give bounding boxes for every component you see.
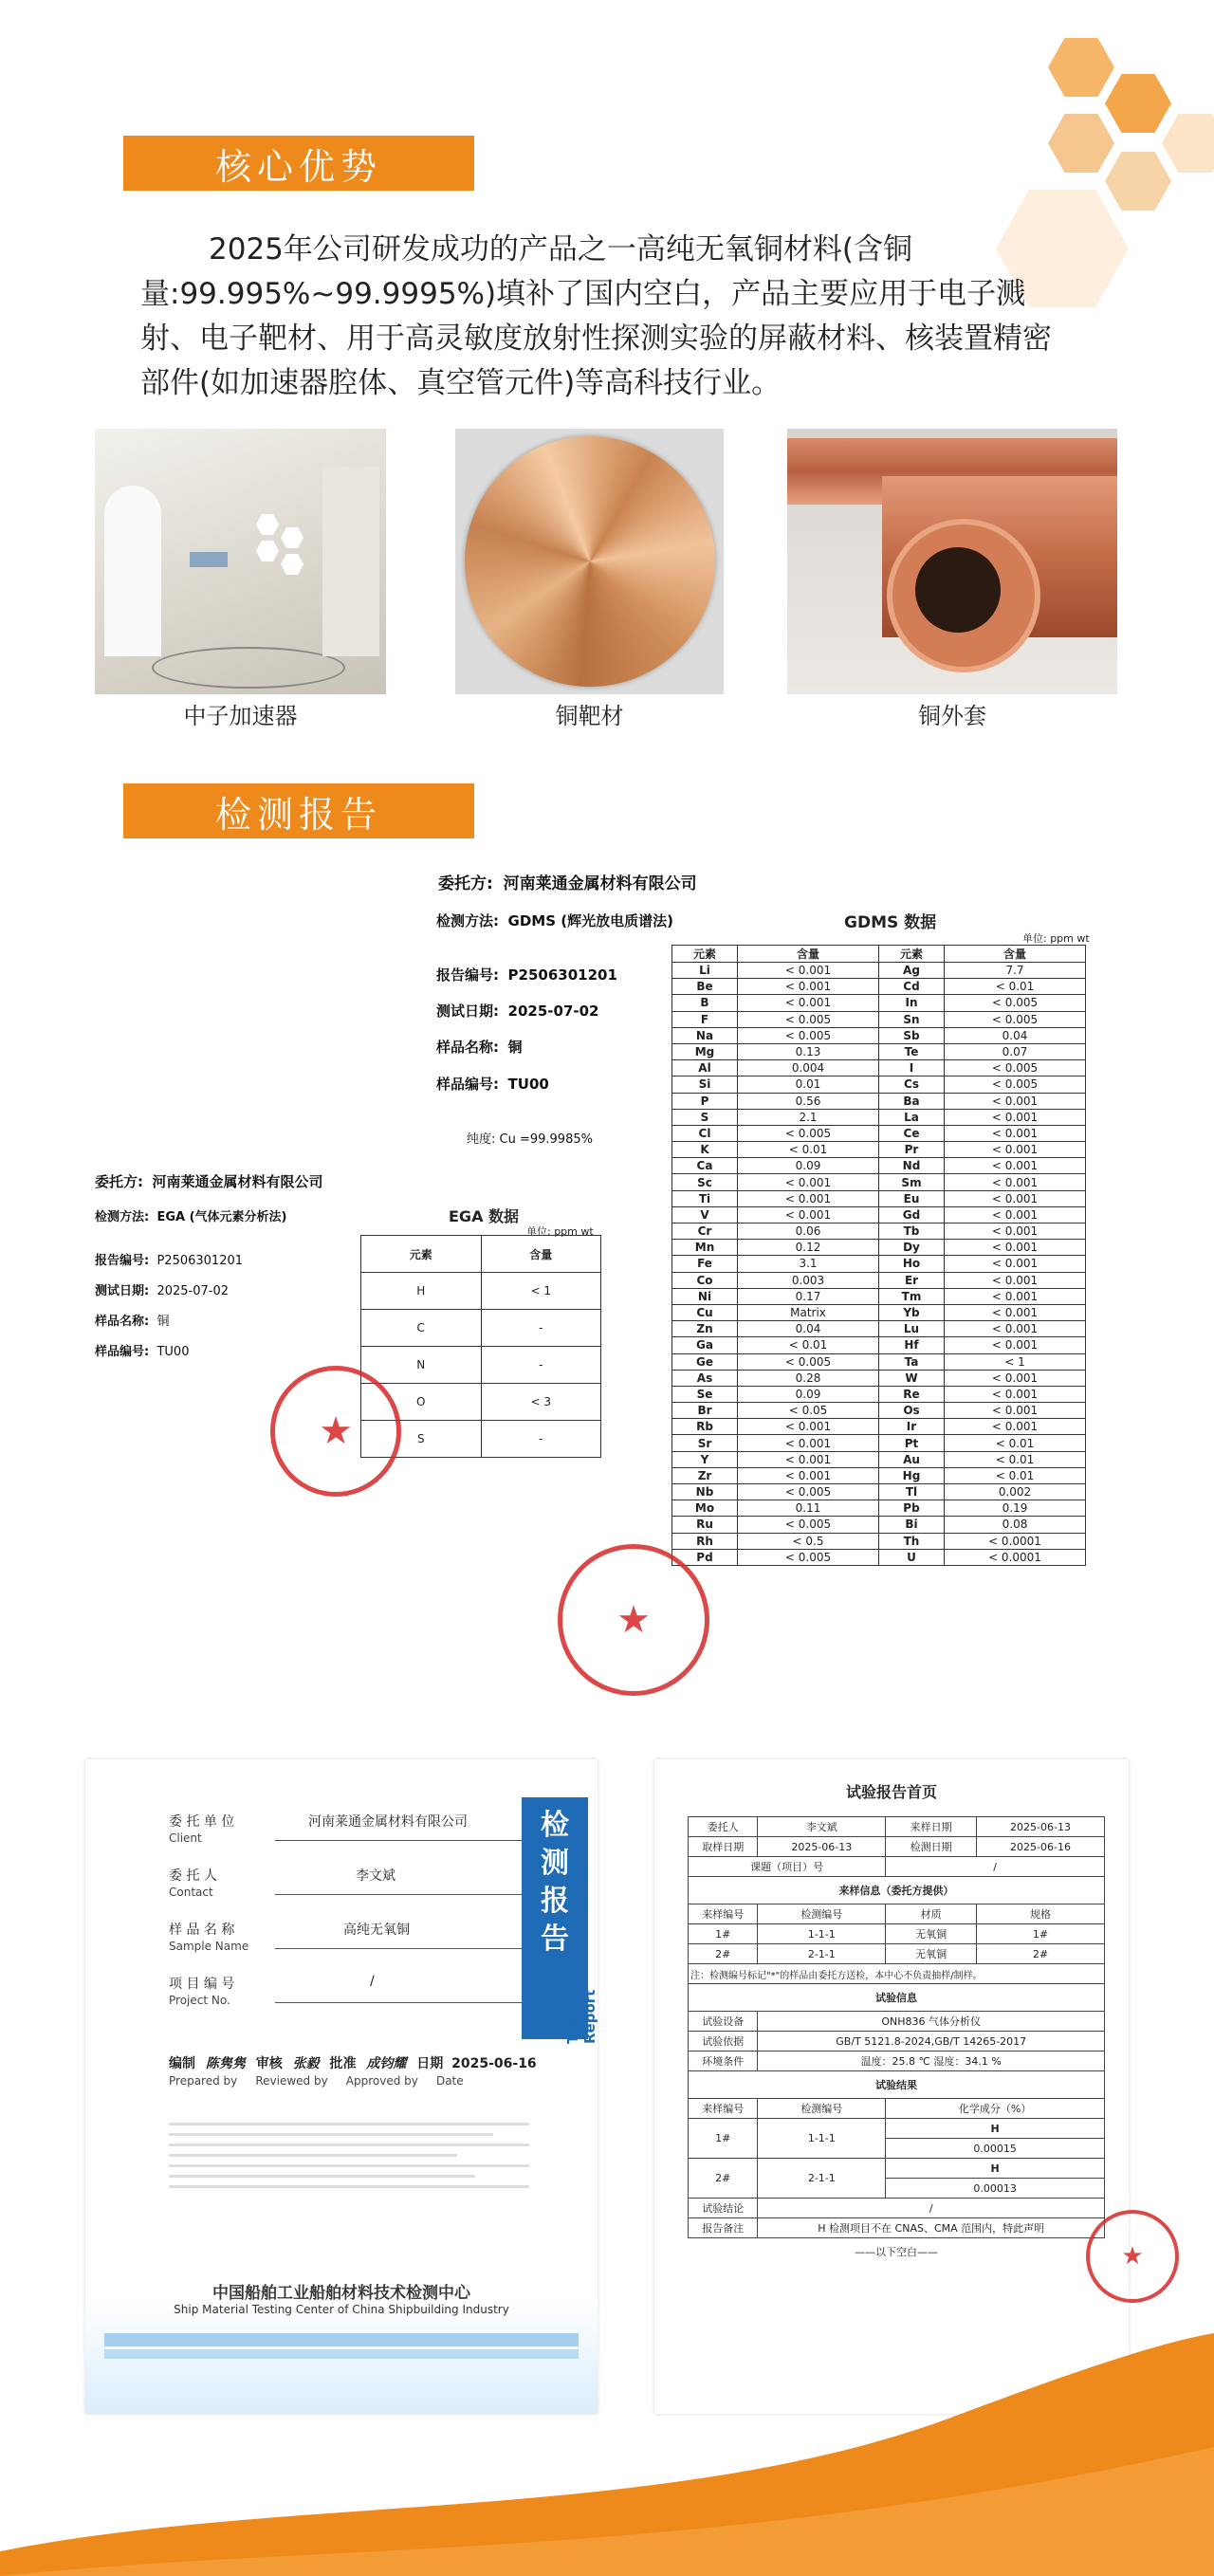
element-cell: Hg	[879, 1467, 945, 1483]
element-cell: Pr	[879, 1142, 945, 1158]
col-header: 元素	[672, 946, 738, 963]
element-cell: Pb	[879, 1500, 945, 1517]
value-cell: < 0.001	[945, 1370, 1086, 1386]
gdms-report-no-row: 报告编号: P2506301201	[436, 966, 617, 984]
intro-paragraph: 2025年公司研发成功的产品之一高纯无氧铜材料(含铜量:99.995%~99.9995%)填补了国内空白，产品主要应用于电子溅射、电子靶材、用于高灵敏度放射性探测实验的屏蔽材料、核装置精密部件(如加速器腔体、真空管元件)等高科技行业。	[140, 232, 1052, 400]
element-cell: Th	[879, 1533, 945, 1549]
signature-row: 编制 陈隽隽 审核 张毅 批准 成钧耀 日期 2025-06-16	[169, 2056, 537, 2071]
value-cell: -	[481, 1310, 601, 1347]
element-cell: Cr	[672, 1224, 738, 1240]
value-cell: < 0.005	[945, 1076, 1086, 1093]
col-header: 含量	[481, 1236, 601, 1273]
table-row	[672, 1386, 1086, 1402]
inspection-stamp: ★	[558, 1544, 709, 1696]
value-cell: < 0.01	[738, 1337, 879, 1353]
element-cell: Eu	[879, 1190, 945, 1206]
element-cell: Ga	[672, 1337, 738, 1353]
value-cell: < 0.001	[945, 1304, 1086, 1320]
section-title-advantages: 核心优势	[123, 136, 474, 191]
element-cell: Yb	[879, 1304, 945, 1320]
decor-hexagon	[1105, 152, 1171, 211]
value-cell: < 0.005	[738, 1517, 879, 1533]
decor-hexagon	[1048, 38, 1114, 97]
element-cell: U	[879, 1549, 945, 1565]
value-cell: 0.11	[738, 1500, 879, 1517]
value-cell: < 0.001	[738, 1206, 879, 1223]
photo-caption: 铜外套	[918, 703, 986, 729]
value-cell: < 0.01	[945, 1451, 1086, 1467]
value-cell: < 0.001	[945, 1174, 1086, 1190]
element-cell: Sr	[672, 1435, 738, 1451]
table-row	[672, 1549, 1086, 1565]
element-cell: Os	[879, 1403, 945, 1419]
col-header: 含量	[738, 946, 879, 963]
org-name-cn: 中国船舶工业船舶材料技术检测中心	[212, 2284, 470, 2303]
value-cell: < 0.001	[738, 979, 879, 995]
element-cell: Nb	[672, 1484, 738, 1500]
value-cell: < 0.001	[945, 1256, 1086, 1272]
element-cell: Mo	[672, 1500, 738, 1517]
photo-caption: 中子加速器	[183, 703, 298, 729]
table-row	[361, 1310, 601, 1347]
element-cell: Ni	[672, 1288, 738, 1304]
trial-report-title: 试验报告首页	[845, 1783, 937, 1801]
element-cell: F	[672, 1011, 738, 1027]
element-cell: Sc	[672, 1174, 738, 1190]
value-cell: < 0.01	[945, 1467, 1086, 1483]
value-cell: -	[481, 1347, 601, 1384]
value-cell: 0.004	[738, 1060, 879, 1076]
value-cell: < 0.001	[945, 1224, 1086, 1240]
element-cell: Rh	[672, 1533, 738, 1549]
element-cell: Zr	[672, 1467, 738, 1483]
sample-name-label: 样 品 名 称 Sample Name	[169, 1923, 249, 1953]
value-cell: < 0.005	[738, 1549, 879, 1565]
element-cell: Nd	[879, 1158, 945, 1174]
org-name-en: Ship Material Testing Center of China Shipbuilding Industry	[174, 2303, 509, 2316]
value-cell: 0.002	[945, 1484, 1086, 1500]
element-cell: Al	[672, 1060, 738, 1076]
value-cell: < 0.001	[738, 1419, 879, 1435]
value-cell: < 0.001	[945, 1093, 1086, 1109]
table-row	[672, 1321, 1086, 1337]
element-cell: Te	[879, 1043, 945, 1059]
value-cell: < 0.05	[738, 1403, 879, 1419]
value-cell: < 0.001	[945, 1109, 1086, 1125]
value-cell: < 0.001	[738, 963, 879, 979]
element-cell: Ge	[672, 1353, 738, 1370]
value-cell: < 1	[945, 1353, 1086, 1370]
element-cell: As	[672, 1370, 738, 1386]
sample-name-value: 高纯无氧铜	[343, 1923, 410, 1938]
table-row	[672, 1142, 1086, 1158]
element-cell: Co	[672, 1272, 738, 1288]
element-cell: Cl	[672, 1125, 738, 1141]
table-row	[672, 1158, 1086, 1174]
photo-caption: 铜靶材	[555, 703, 624, 729]
value-cell: 0.09	[738, 1158, 879, 1174]
table-row	[672, 1272, 1086, 1288]
value-cell: < 0.005	[738, 1125, 879, 1141]
element-cell: Sn	[879, 1011, 945, 1027]
table-row	[672, 1500, 1086, 1517]
table-row	[672, 1435, 1086, 1451]
element-cell: Be	[672, 979, 738, 995]
value-cell: 0.06	[738, 1224, 879, 1240]
value-cell: < 0.005	[945, 1060, 1086, 1076]
value-cell: < 0.005	[738, 1027, 879, 1043]
ega-report-no-row: 报告编号: P2506301201	[95, 1254, 244, 1268]
table-row	[672, 1517, 1086, 1533]
element-cell: Sm	[879, 1174, 945, 1190]
element-cell: Rb	[672, 1419, 738, 1435]
value-cell: < 0.001	[945, 1272, 1086, 1288]
table-row	[672, 1043, 1086, 1059]
section-title-reports: 检测报告	[123, 783, 474, 838]
gdms-sample-no-row: 样品编号: TU00	[436, 1076, 549, 1093]
table-row	[672, 1109, 1086, 1125]
value-cell: < 0.001	[945, 1337, 1086, 1353]
element-cell: Bi	[879, 1517, 945, 1533]
value-cell: 0.56	[738, 1093, 879, 1109]
client-label: 委 托 单 位 Client	[169, 1814, 235, 1845]
element-cell: Lu	[879, 1321, 945, 1337]
value-cell: 0.07	[945, 1043, 1086, 1059]
value-cell: < 0.005	[738, 1484, 879, 1500]
value-cell: 0.04	[945, 1027, 1086, 1043]
value-cell: < 0.001	[945, 1288, 1086, 1304]
table-row	[672, 1240, 1086, 1256]
element-cell: Tm	[879, 1288, 945, 1304]
element-cell: Ca	[672, 1158, 738, 1174]
gdms-table-title: GDMS 数据	[844, 913, 937, 932]
report-side-title-en: Test Report	[564, 1989, 598, 2044]
decor-orange-wave	[0, 2305, 1214, 2576]
col-header: 含量	[945, 946, 1086, 963]
element-cell: Mg	[672, 1043, 738, 1059]
element-cell: Ce	[879, 1125, 945, 1141]
gdms-method-row: 检测方法: GDMS (辉光放电质谱法)	[436, 912, 673, 929]
value-cell: 0.04	[738, 1321, 879, 1337]
gdms-client-row: 委托方: 河南莱通金属材料有限公司	[438, 874, 697, 893]
table-row	[672, 1060, 1086, 1076]
project-no-label: 项 目 编 号 Project No.	[169, 1977, 235, 2007]
gdms-date-row: 测试日期: 2025-07-02	[436, 1003, 599, 1020]
value-cell: 2.1	[738, 1109, 879, 1125]
value-cell: < 0.001	[945, 1403, 1086, 1419]
element-cell: Ho	[879, 1256, 945, 1272]
accelerator-room-image	[95, 429, 386, 694]
fine-print-notes	[169, 2115, 529, 2196]
ega-unit: 单位: ppm wt	[526, 1225, 594, 1238]
value-cell: 0.17	[738, 1288, 879, 1304]
element-cell: V	[672, 1206, 738, 1223]
element-cell: Mn	[672, 1240, 738, 1256]
element-cell: S	[672, 1109, 738, 1125]
value-cell: 0.12	[738, 1240, 879, 1256]
decor-hexagon	[1048, 114, 1114, 173]
element-cell: Pd	[672, 1549, 738, 1565]
element-cell: W	[879, 1370, 945, 1386]
value-cell: < 0.005	[945, 1011, 1086, 1027]
table-row	[672, 995, 1086, 1011]
element-cell: Ti	[672, 1190, 738, 1206]
ega-table-title: EGA 数据	[449, 1207, 520, 1225]
element-cell: Au	[879, 1451, 945, 1467]
table-row	[672, 1304, 1086, 1320]
ega-date-row: 测试日期: 2025-07-02	[95, 1284, 230, 1298]
gdms-sample-row: 样品名称: 铜	[436, 1039, 523, 1056]
ega-sample-row: 样品名称: 铜	[95, 1315, 170, 1329]
value-cell: < 0.5	[738, 1533, 879, 1549]
element-cell: I	[879, 1060, 945, 1076]
table-row	[672, 1288, 1086, 1304]
ega-method-row: 检测方法: EGA (气体元素分析法)	[95, 1210, 287, 1224]
table-row	[672, 1370, 1086, 1386]
element-cell: Er	[879, 1272, 945, 1288]
value-cell: < 0.001	[738, 995, 879, 1011]
trial-report-body	[688, 1816, 1105, 2259]
col-header: 元素	[879, 946, 945, 963]
value-cell: < 0.005	[738, 1353, 879, 1370]
decor-hexagon	[1105, 74, 1171, 133]
ega-client-row: 委托方: 河南莱通金属材料有限公司	[95, 1173, 323, 1190]
element-cell: Ru	[672, 1517, 738, 1533]
element-cell: Gd	[879, 1206, 945, 1223]
element-cell: Cs	[879, 1076, 945, 1093]
table-row	[672, 1337, 1086, 1353]
element-cell: Sb	[879, 1027, 945, 1043]
element-cell: C	[361, 1310, 482, 1347]
value-cell: 0.01	[738, 1076, 879, 1093]
element-cell: Ag	[879, 963, 945, 979]
table-row	[672, 1484, 1086, 1500]
value-cell: < 0.001	[738, 1451, 879, 1467]
table-row	[672, 1011, 1086, 1027]
value-cell: < 0.001	[738, 1435, 879, 1451]
value-cell: 0.09	[738, 1386, 879, 1402]
gdms-purity: 纯度: Cu =99.9985%	[467, 1132, 593, 1147]
table-row	[672, 1190, 1086, 1206]
table-row	[672, 1224, 1086, 1240]
element-cell: Ir	[879, 1419, 945, 1435]
value-cell: < 0.005	[738, 1011, 879, 1027]
element-cell: La	[879, 1109, 945, 1125]
element-cell: P	[672, 1093, 738, 1109]
element-cell: Cd	[879, 979, 945, 995]
table-row	[672, 979, 1086, 995]
table-row	[672, 1451, 1086, 1467]
element-cell: B	[672, 995, 738, 1011]
element-cell: Li	[672, 963, 738, 979]
element-cell: Zn	[672, 1321, 738, 1337]
gdms-unit: 单位: ppm wt	[1022, 932, 1090, 945]
element-cell: In	[879, 995, 945, 1011]
value-cell: Matrix	[738, 1304, 879, 1320]
value-cell: < 0.01	[945, 1435, 1086, 1451]
element-cell: H	[361, 1273, 482, 1310]
value-cell: < 0.005	[945, 995, 1086, 1011]
table-row	[672, 1419, 1086, 1435]
element-cell: Y	[672, 1451, 738, 1467]
element-cell: Re	[879, 1386, 945, 1402]
value-cell: < 0.0001	[945, 1533, 1086, 1549]
value-cell: < 0.001	[945, 1125, 1086, 1141]
element-cell: Tb	[879, 1224, 945, 1240]
element-cell: Br	[672, 1403, 738, 1419]
report-side-title: 检测报告	[522, 1797, 588, 2039]
table-row	[672, 1533, 1086, 1549]
element-cell: K	[672, 1142, 738, 1158]
element-cell: N	[361, 1347, 482, 1384]
value-cell: < 0.001	[738, 1467, 879, 1483]
value-cell: < 0.001	[945, 1190, 1086, 1206]
project-no-value: /	[370, 1974, 375, 1989]
element-cell: Na	[672, 1027, 738, 1043]
value-cell: 0.28	[738, 1370, 879, 1386]
element-cell: Hf	[879, 1337, 945, 1353]
value-cell: < 0.001	[945, 1419, 1086, 1435]
element-cell: Ba	[879, 1093, 945, 1109]
inspection-stamp: ★	[270, 1366, 401, 1497]
element-cell: Fe	[672, 1256, 738, 1272]
col-header: 元素	[361, 1236, 482, 1273]
value-cell: < 1	[481, 1273, 601, 1310]
element-cell: Si	[672, 1076, 738, 1093]
value-cell: < 0.001	[738, 1190, 879, 1206]
element-cell: S	[361, 1421, 482, 1458]
value-cell: < 0.001	[945, 1142, 1086, 1158]
table-row	[672, 1093, 1086, 1109]
signature-en-row: Prepared by Reviewed by Approved by Date	[169, 2074, 464, 2088]
value-cell: 0.19	[945, 1500, 1086, 1517]
trial-report-end: ——以下空白——	[855, 2246, 938, 2258]
value-cell: < 0.001	[945, 1321, 1086, 1337]
table-row	[361, 1273, 601, 1310]
table-row	[361, 1347, 601, 1384]
trial-header-table: 委托人 李文斌 来样日期 2025-06-13 取样日期 2025-06-13 检测日期 2025-06-16 课题（项目）号 / 来样信息（委托方提供） 来样编号 检测编号 材质 规格 1# 1-1-1 无氧铜 1# 2# 2-1-1 无氧铜 2# 注：检测编号标记"*"的样品由委托方送检，本中心不负责抽样/制样。 试验信息 试验设备 ONH836 气体分析仪 试验依据 GB/T 5121.8-2024,GB/T 14265-2017 环境条件 温度：25.8 ℃ 湿度：34.1 % 试验结果 来样编号 检测编号 化学成分（%） 1# 1-1-1 H 0.00015 2# 2-1-1 H 0.00013 试验结论 / 报告备注 H 检测项目不在 CNAS、CMA 范围内，特此声明	[688, 1816, 1105, 2238]
value-cell: < 0.01	[738, 1142, 879, 1158]
contact-label: 委 托 人 Contact	[169, 1868, 217, 1899]
table-row	[672, 1403, 1086, 1419]
client-value: 河南莱通金属材料有限公司	[308, 1814, 468, 1830]
copper-tube-image	[787, 429, 1117, 694]
table-row	[672, 963, 1086, 979]
value-cell: 0.13	[738, 1043, 879, 1059]
table-row	[672, 1256, 1086, 1272]
value-cell: 0.003	[738, 1272, 879, 1288]
decor-hexagon	[1162, 114, 1214, 173]
inspection-stamp: ★	[1086, 2210, 1179, 2303]
value-cell: < 0.001	[945, 1206, 1086, 1223]
element-cell: O	[361, 1384, 482, 1421]
value-cell: < 0.001	[945, 1386, 1086, 1402]
ega-sample-no-row: 样品编号: TU00	[95, 1345, 190, 1359]
element-cell: Tl	[879, 1484, 945, 1500]
value-cell: 3.1	[738, 1256, 879, 1272]
table-row	[672, 1467, 1086, 1483]
value-cell: 7.7	[945, 963, 1086, 979]
value-cell: < 0.0001	[945, 1549, 1086, 1565]
value-cell: < 0.001	[945, 1158, 1086, 1174]
contact-value: 李文斌	[356, 1868, 395, 1884]
element-cell: Se	[672, 1386, 738, 1402]
value-cell: < 0.01	[945, 979, 1086, 995]
value-cell: < 0.001	[945, 1240, 1086, 1256]
element-cell: Pt	[879, 1435, 945, 1451]
table-row	[672, 1027, 1086, 1043]
copper-target-image	[455, 429, 724, 694]
gdms-data-table	[671, 945, 1086, 1566]
table-row	[672, 1353, 1086, 1370]
table-row	[672, 1125, 1086, 1141]
value-cell: -	[481, 1421, 601, 1458]
table-row	[672, 1174, 1086, 1190]
element-cell: Cu	[672, 1304, 738, 1320]
value-cell: < 3	[481, 1384, 601, 1421]
value-cell: 0.08	[945, 1517, 1086, 1533]
element-cell: Ta	[879, 1353, 945, 1370]
table-row	[672, 1076, 1086, 1093]
element-cell: Dy	[879, 1240, 945, 1256]
table-row	[672, 1206, 1086, 1223]
value-cell: < 0.001	[738, 1174, 879, 1190]
